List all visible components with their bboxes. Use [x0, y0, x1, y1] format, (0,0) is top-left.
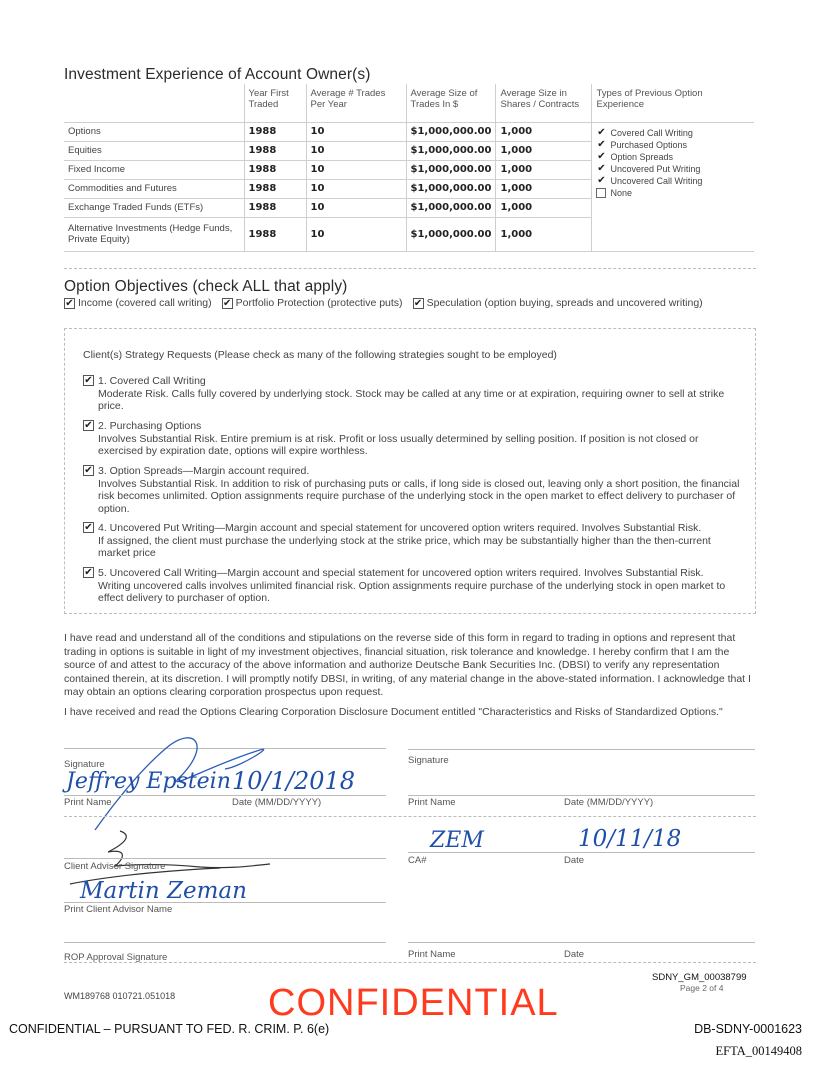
- strategies-lead: Client(s) Strategy Requests (Please check as many of the following strategies sought to be employed): [83, 349, 557, 361]
- owner-date-label: Date (MM/DD/YYYY): [232, 797, 322, 808]
- advisor-signature-label: Client Advisor Signature: [64, 861, 166, 872]
- type-item: [596, 187, 750, 199]
- checkmark-icon: ✔: [597, 138, 606, 150]
- type-item: [596, 175, 750, 187]
- ca-line: [408, 852, 755, 853]
- advisor-name-label: Print Client Advisor Name: [64, 904, 173, 915]
- objectives-title: Option Objectives (check ALL that apply): [64, 278, 348, 295]
- row-label: Equities: [64, 141, 244, 160]
- sdny-stamp: SDNY_GM_00038799: [652, 972, 747, 983]
- checkbox-checked-icon[interactable]: ✔: [222, 297, 232, 309]
- trades-value: 10: [306, 141, 406, 160]
- type-label: Uncovered Put Writing: [610, 163, 701, 174]
- row-label: Alternative Investments (Hedge Funds, Private Equity): [64, 217, 244, 251]
- shares-value: 1,000: [496, 179, 592, 198]
- objective-label: Portfolio Protection (protective puts): [235, 297, 403, 309]
- strategy-title: 4. Uncovered Put Writing—Margin account and special statement for uncovered option writers required. Involves Substantial Risk.: [98, 522, 702, 534]
- table-row: [64, 122, 754, 141]
- efta-number: EFTA_00149408: [715, 1044, 802, 1058]
- owner-date: 10/1/2018: [232, 767, 356, 795]
- rop-name-label: Print Name: [408, 949, 456, 960]
- type-label: Purchased Options: [610, 139, 688, 150]
- divider: [64, 268, 756, 269]
- ca-number: ZEM: [430, 828, 484, 853]
- type-item: [596, 127, 750, 139]
- advisor-signature-line: [64, 858, 386, 859]
- shares-value: 1,000: [496, 198, 592, 217]
- year-value: 1988: [244, 179, 306, 198]
- strategy-title: 5. Uncovered Call Writing—Margin account and special statement for uncovered option writers required. Involves Substantial Risk.: [98, 567, 704, 579]
- size-value: $1,000,000.00: [406, 141, 496, 160]
- second-name-label: Print Name: [408, 797, 456, 808]
- row-label: Options: [64, 122, 244, 141]
- type-label: Uncovered Call Writing: [610, 175, 703, 186]
- shares-value: 1,000: [496, 141, 592, 160]
- checkmark-icon: ✔: [597, 150, 606, 162]
- strategy-item: [83, 522, 743, 560]
- checkbox-checked-icon[interactable]: ✔: [84, 375, 93, 386]
- objective-label: Speculation (option buying, spreads and uncovered writing): [426, 297, 703, 309]
- strategy-item: [83, 465, 743, 515]
- checkbox-checked-icon[interactable]: ✔: [84, 465, 93, 476]
- strategy-item: [83, 375, 743, 413]
- bates-number: DB-SDNY-0001623: [694, 1022, 802, 1036]
- type-label: Covered Call Writing: [610, 127, 693, 138]
- experience-title: Investment Experience of Account Owner(s): [64, 66, 371, 83]
- divider: [64, 962, 756, 963]
- second-signature-line: [408, 749, 755, 750]
- advisor-name-line: [64, 902, 386, 903]
- strategy-title: 2. Purchasing Options: [98, 420, 202, 432]
- shares-value: 1,000: [496, 122, 592, 141]
- size-value: $1,000,000.00: [406, 160, 496, 179]
- checkmark-icon: ✔: [597, 174, 606, 186]
- second-signature-label: Signature: [408, 755, 449, 766]
- objective-speculation[interactable]: [413, 297, 703, 309]
- second-name-line: [408, 795, 755, 796]
- strategies-box: [64, 328, 756, 614]
- header-size: Average Size of Trades In $: [406, 84, 496, 122]
- strategy-title: 1. Covered Call Writing: [98, 375, 206, 387]
- row-label: Fixed Income: [64, 160, 244, 179]
- owner-name-line: [64, 795, 386, 796]
- strategy-desc: Moderate Risk. Calls fully covered by underlying stock. Stock may be called at any time or at expiration, requiring owner to sell at strike price.: [98, 387, 725, 412]
- types-list: [592, 122, 754, 251]
- strategy-title: 3. Option Spreads—Margin account required.: [98, 465, 310, 477]
- experience-table: [64, 84, 754, 252]
- year-value: 1988: [244, 141, 306, 160]
- strategy-desc: Writing uncovered calls involves unlimited financial risk. Option assignments require purchase of the underlying stock in open market to effect delivery to purchaser of option.: [98, 579, 726, 604]
- advisor-date-label: Date: [564, 855, 585, 866]
- size-value: $1,000,000.00: [406, 217, 496, 251]
- page-number: Page 2 of 4: [680, 983, 724, 993]
- year-value: 1988: [244, 198, 306, 217]
- form-id: WM189768 010721.051018: [64, 991, 176, 1001]
- type-item: [596, 163, 750, 175]
- row-label: Exchange Traded Funds (ETFs): [64, 198, 244, 217]
- owner-signature-label: Signature: [64, 759, 105, 770]
- advisor-date: 10/11/18: [578, 826, 682, 852]
- ca-label: CA#: [408, 855, 427, 866]
- header-year: Year First Traded: [244, 84, 306, 122]
- shares-value: 1,000: [496, 160, 592, 179]
- year-value: 1988: [244, 217, 306, 251]
- rop-date-label: Date: [564, 949, 585, 960]
- type-item: [596, 139, 750, 151]
- acknowledgement-para2: I have received and read the Options Clearing Corporation Disclosure Document entitled "Characteristics and Risks of Standardized Options.": [64, 706, 723, 718]
- checkbox-checked-icon[interactable]: ✔: [84, 420, 93, 431]
- header-types: Types of Previous Option Experience: [592, 84, 754, 122]
- checkbox-checked-icon[interactable]: ✔: [65, 297, 74, 309]
- checkbox-checked-icon[interactable]: ✔: [413, 297, 423, 309]
- legal-notice: CONFIDENTIAL – PURSUANT TO FED. R. CRIM. P. 6(e): [9, 1022, 330, 1036]
- advisor-print-name: Martin Zeman: [80, 878, 247, 904]
- strategy-item: [83, 420, 743, 458]
- trades-value: 10: [306, 217, 406, 251]
- strategy-item: [83, 567, 743, 605]
- strategy-desc: Involves Substantial Risk. Entire premium is at risk. Profit or loss usually determined by selling position. If position is not closed or exercised by expiration date, options will expire worthless.: [98, 432, 699, 457]
- size-value: $1,000,000.00: [406, 122, 496, 141]
- trades-value: 10: [306, 179, 406, 198]
- trades-value: 10: [306, 122, 406, 141]
- acknowledgement-para1: I have read and understand all of the conditions and stipulations on the reverse side of this form in regard to trading in options and represent that trading in options is suitable in light of my investment objectives, financial situation, risk tolerance and knowledge. I hereby confirm that I am the source of and attest to the accuracy of the above information and authorize Deutsche Bank Securities Inc. (DBSI) to verify any representation contained therein, at its discretion. I will promptly notify DBSI, in writing, of any material change in the above-stated information. I acknowledge that I may obtain an options clearing corporation prospectus upon request.: [64, 632, 751, 698]
- type-label: Option Spreads: [610, 151, 674, 162]
- row-label: Commodities and Futures: [64, 179, 244, 198]
- checkmark-icon: ✔: [597, 162, 606, 174]
- size-value: $1,000,000.00: [406, 198, 496, 217]
- size-value: $1,000,000.00: [406, 179, 496, 198]
- confidential-stamp: CONFIDENTIAL: [268, 982, 559, 1024]
- empty-checkbox-icon: [596, 188, 606, 198]
- strategy-desc: If assigned, the client must purchase the underlying stock at the strike price, which may be substantially higher than the then-current market price: [98, 534, 711, 559]
- trades-value: 10: [306, 198, 406, 217]
- year-value: 1988: [244, 160, 306, 179]
- objective-label: Income (covered call writing): [78, 297, 212, 309]
- header-shares: Average Size in Shares / Contracts: [496, 84, 592, 122]
- type-label: None: [610, 187, 632, 198]
- objectives-row: [64, 297, 703, 309]
- owner-name-label: Print Name: [64, 797, 112, 808]
- year-value: 1988: [244, 122, 306, 141]
- rop-line: [64, 942, 386, 943]
- header-blank: [64, 84, 244, 122]
- owner-print-name: Jeffrey Epstein: [66, 769, 231, 794]
- checkmark-icon: ✔: [597, 126, 606, 138]
- second-date-label: Date (MM/DD/YYYY): [564, 797, 654, 808]
- header-trades: Average # Trades Per Year: [306, 84, 406, 122]
- objective-protection[interactable]: [222, 297, 403, 309]
- divider: [64, 816, 756, 817]
- strategy-desc: Involves Substantial Risk. In addition to risk of purchasing puts or calls, if long side is closed out, leaving only a short position, the financial risk becomes unlimited. Option assignments require purchase of the underlying stock in the open market to effect delivery to purchaser of option.: [98, 477, 740, 515]
- type-item: [596, 151, 750, 163]
- rop-name-line: [408, 942, 755, 943]
- shares-value: 1,000: [496, 217, 592, 251]
- rop-label: ROP Approval Signature: [64, 952, 168, 963]
- trades-value: 10: [306, 160, 406, 179]
- checkbox-checked-icon[interactable]: ✔: [84, 567, 93, 578]
- objective-income[interactable]: [64, 297, 212, 309]
- checkbox-checked-icon[interactable]: ✔: [84, 522, 93, 533]
